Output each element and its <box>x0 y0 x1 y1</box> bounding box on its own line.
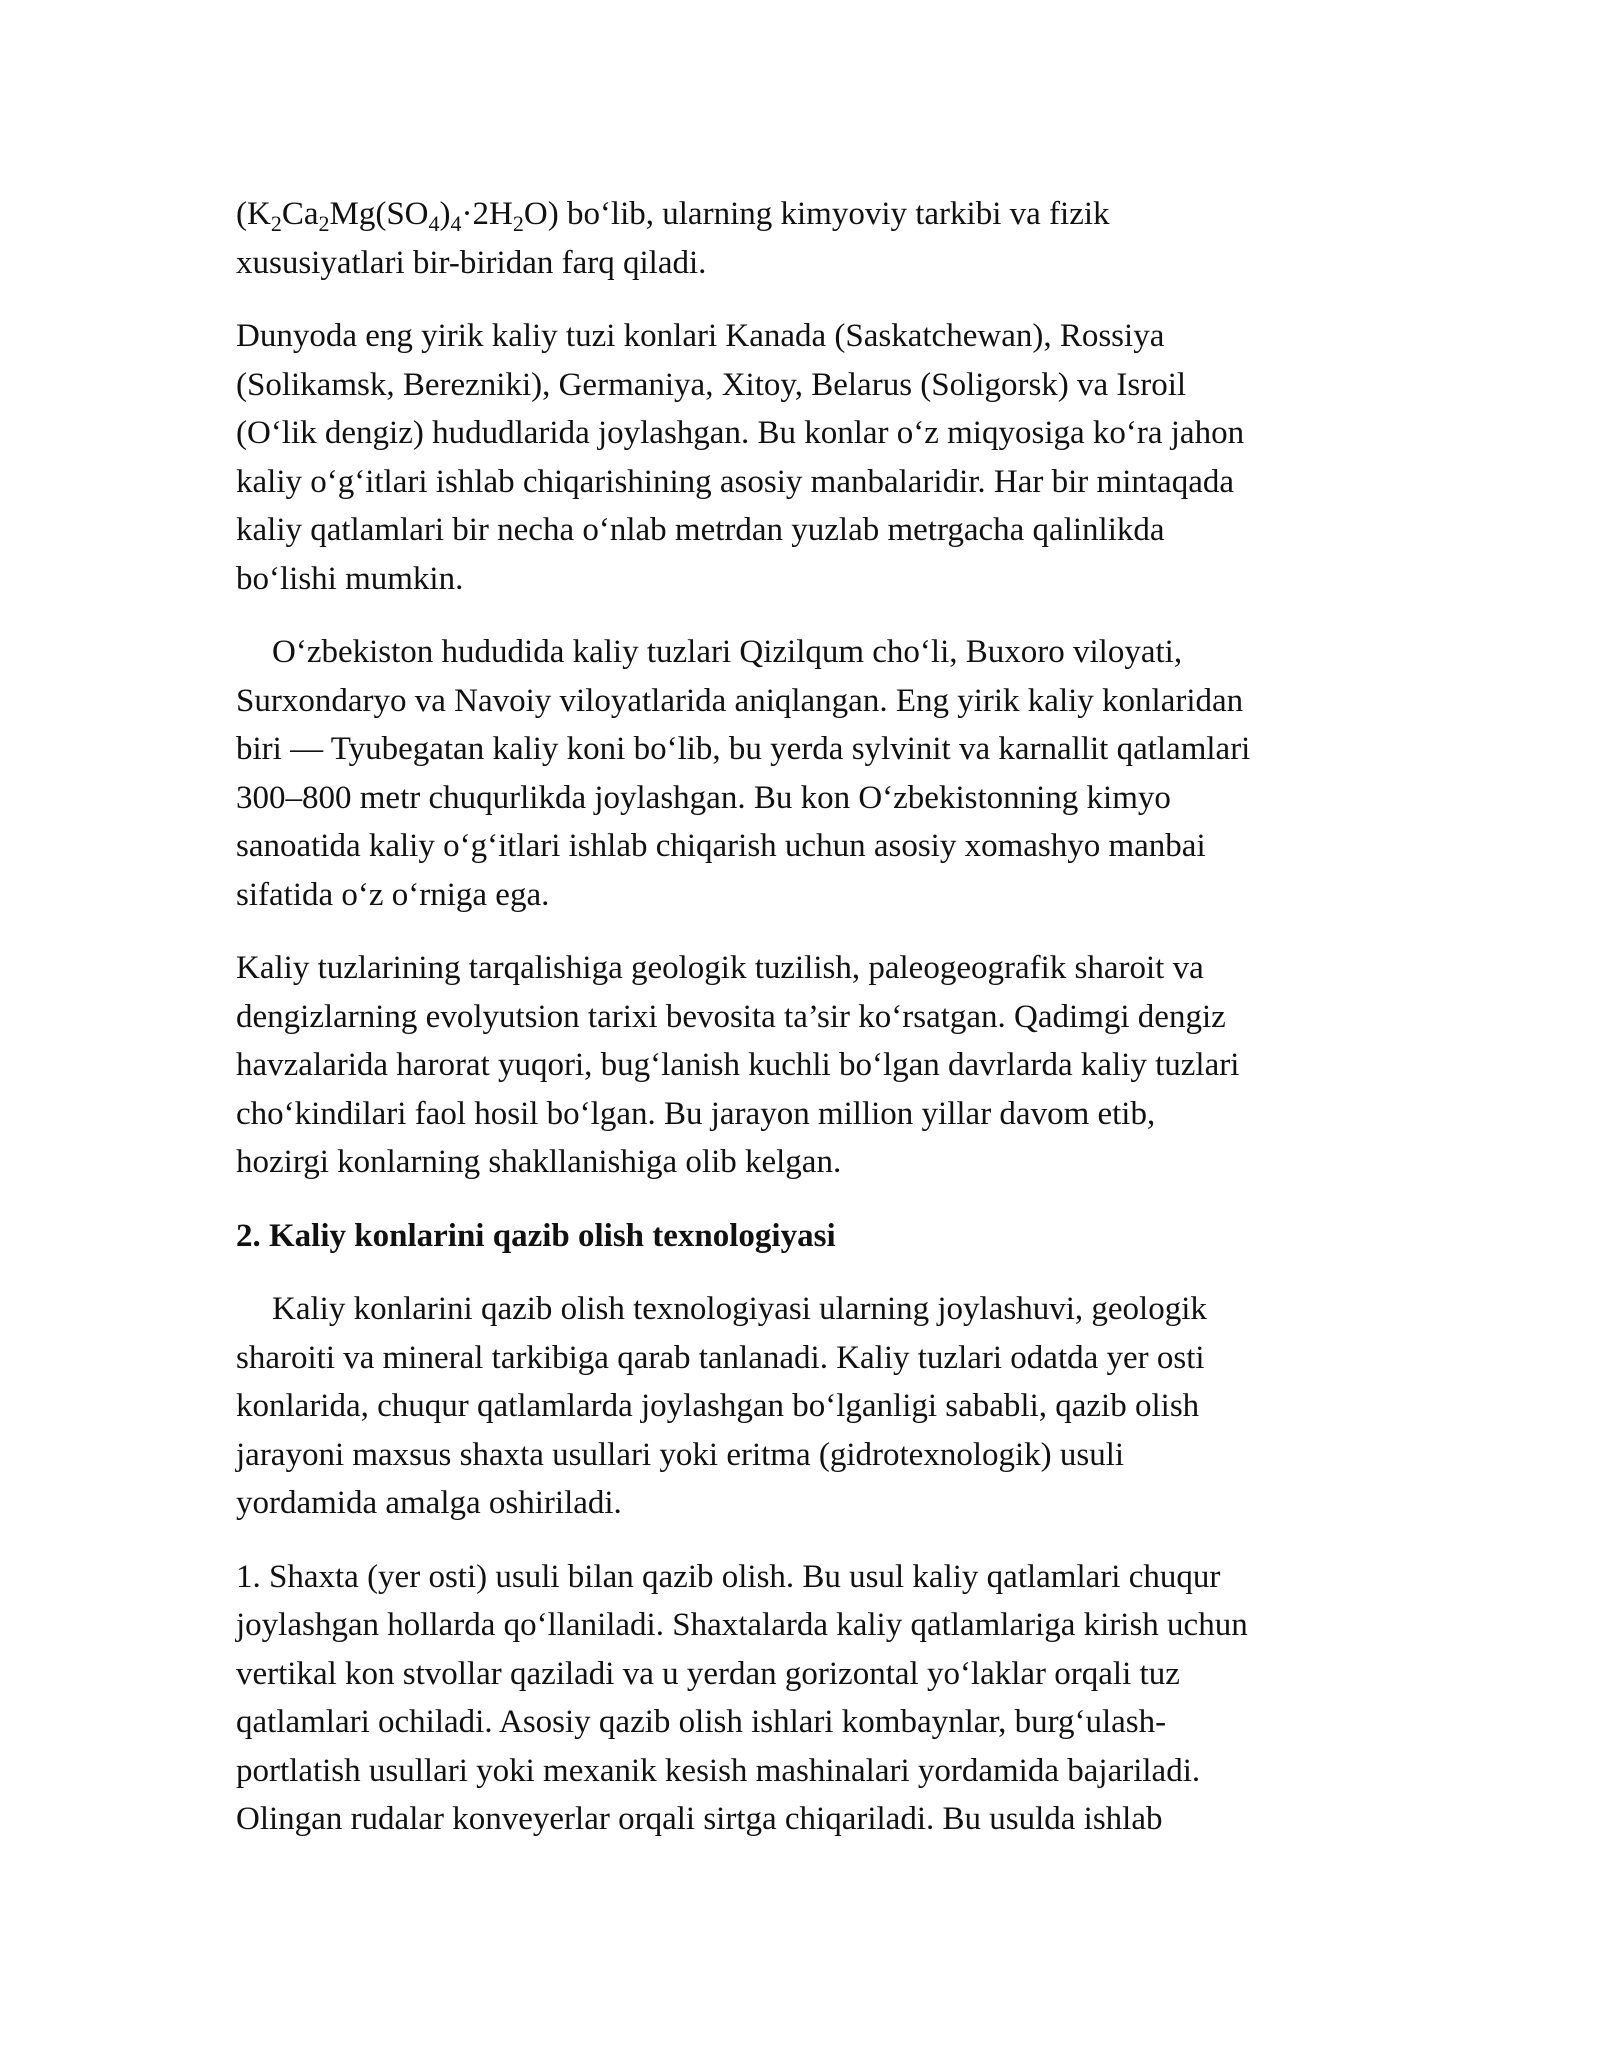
formula-subscript: 2 <box>270 211 282 236</box>
text-line: sifatida o‘z o‘rniga ega. <box>236 876 550 913</box>
text-line: O‘zbekiston hududida kaliy tuzlari Qizilqum cho‘li, Buxoro viloyati, <box>272 634 1183 670</box>
paragraph-mining-technology <box>236 1285 1386 1528</box>
text-line: cho‘kindilari faol hosil bo‘lgan. Bu jarayon million yillar davom etib, <box>236 1095 1156 1132</box>
text-line: jarayoni maxsus shaxta usullari yoki eritma (gidrotexnologik) usuli <box>236 1436 1125 1473</box>
section-heading: 2. Kaliy konlarini qazib olish texnologiyasi <box>236 1217 836 1254</box>
paragraph-uzbekistan-deposits <box>236 628 1386 919</box>
text-line: 300–800 metr chuqurlikda joylashgan. Bu kon O‘zbekistonning kimyo <box>236 779 1171 816</box>
formula-part: O) <box>523 196 559 232</box>
text-run: bo‘lib, ularning kimyoviy tarkibi va fizik <box>558 196 1110 232</box>
text-line: konlarida, chuqur qatlamlarda joylashgan bo‘lganligi sababli, qazib olish <box>236 1388 1200 1424</box>
paragraph-shaft-method <box>236 1553 1386 1844</box>
formula-part: ·2H <box>461 196 513 232</box>
text-line: 1. Shaxta (yer osti) usuli bilan qazib olish. Bu usul kaliy qatlamlari chuqur <box>236 1558 1221 1595</box>
text-line: (O‘lik dengiz) hududlarida joylashgan. Bu konlar o‘z miqyosiga ko‘ra jahon <box>236 415 1245 451</box>
text-line: qatlamlari ochiladi. Asosiy qazib olish ishlari kombaynlar, burg‘ulash- <box>236 1704 1167 1740</box>
formula-subscript: 4 <box>428 211 440 236</box>
formula-part: Mg(SO <box>329 196 429 232</box>
text-line: hozirgi konlarning shakllanishiga olib kelgan. <box>236 1144 842 1180</box>
text-line: sanoatida kaliy o‘g‘itlari ishlab chiqarish uchun asosiy xomashyo manbai <box>236 828 1206 864</box>
text-line: biri — Tyubegatan kaliy koni bo‘lib, bu yerda sylvinit va karnallit qatlamlari <box>236 731 1251 767</box>
text-line: Kaliy konlarini qazib olish texnologiyasi ularning joylashuvi, geologik <box>272 1291 1207 1327</box>
text-line: (Solikamsk, Berezniki), Germaniya, Xitoy, Belarus (Soligorsk) va Isroil <box>236 366 1187 403</box>
formula-open: (K <box>236 196 271 232</box>
text-line: portlatish usullari yoki mexanik kesish mashinalari yordamida bajariladi. <box>236 1752 1201 1789</box>
text-line: sharoiti va mineral tarkibiga qarab tanlanadi. Kaliy tuzlari odatda yer osti <box>236 1339 1205 1376</box>
text-line: kaliy o‘g‘itlari ishlab chiqarishining asosiy manbalaridir. Har bir mintaqada <box>236 463 1234 500</box>
formula-subscript: 2 <box>318 211 330 236</box>
formula-subscript: 2 <box>512 211 524 236</box>
text-line: Dunyoda eng yirik kaliy tuzi konlari Kanada (Saskatchewan), Rossiya <box>236 318 1165 354</box>
text-line: Surxondaryo va Navoiy viloyatlarida aniqlangan. Eng yirik kaliy konlaridan <box>236 682 1244 719</box>
text-line <box>236 190 1386 239</box>
text-line: kaliy qatlamlari bir necha o‘nlab metrdan yuzlab metrgacha qalinlikda <box>236 512 1165 548</box>
text-line: yordamida amalga oshiriladi. <box>236 1485 622 1521</box>
text-line: vertikal kon stvollar qaziladi va u yerdan gorizontal yo‘laklar orqali tuz <box>236 1655 1180 1692</box>
text-line: bo‘lishi mumkin. <box>236 560 464 597</box>
paragraph-distribution <box>236 944 1386 1187</box>
document-page <box>236 190 1386 1869</box>
text-line: Olingan rudalar konveyerlar orqali sirtga chiqariladi. Bu usulda ishlab <box>236 1801 1163 1837</box>
paragraph-formula <box>236 190 1386 287</box>
formula-part: Ca <box>281 196 319 232</box>
text-line: joylashgan hollarda qo‘llaniladi. Shaxtalarda kaliy qatlamlariga kirish uchun <box>236 1607 1248 1643</box>
formula-part: ) <box>439 196 451 232</box>
text-line: dengizlarning evolyutsion tarixi bevosita ta’sir ko‘rsatgan. Qadimgi dengiz <box>236 998 1226 1035</box>
text-line: havzalarida harorat yuqori, bug‘lanish kuchli bo‘lgan davrlarda kaliy tuzlari <box>236 1047 1240 1083</box>
paragraph-world-deposits <box>236 312 1386 603</box>
formula-subscript: 4 <box>450 211 462 236</box>
text-line: Kaliy tuzlarining tarqalishiga geologik tuzilish, paleogeografik sharoit va <box>236 950 1204 986</box>
text-line: xususiyatlari bir-biridan farq qiladi. <box>236 244 707 281</box>
